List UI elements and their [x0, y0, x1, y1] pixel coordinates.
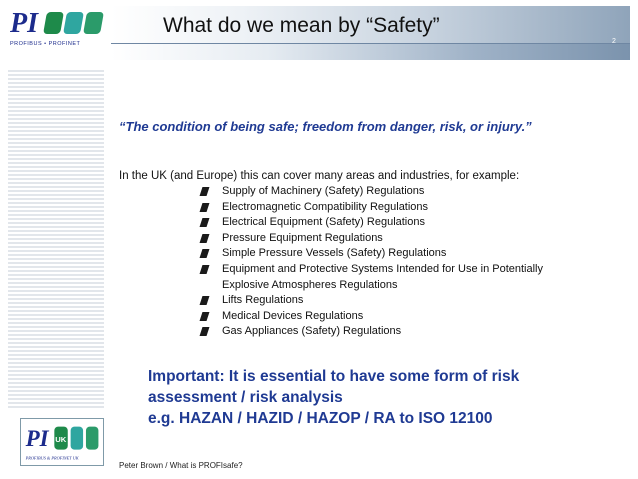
sidebar-stripe	[8, 170, 104, 172]
sidebar-stripe	[8, 286, 104, 288]
sidebar-stripe	[8, 254, 104, 256]
sidebar-stripe	[8, 122, 104, 124]
sidebar-stripe	[8, 314, 104, 316]
list-item: Lifts Regulations	[198, 293, 628, 309]
list-item-continuation: Explosive Atmospheres Regulations	[222, 278, 398, 291]
important-note	[148, 366, 618, 429]
sidebar-stripe	[8, 194, 104, 196]
pi-uk-logo-text: PI	[25, 425, 49, 451]
pi-uk-logo	[20, 418, 104, 466]
sidebar-stripe	[8, 162, 104, 164]
important-line-3: e.g. HAZAN / HAZID / HAZOP / RA to ISO 12100	[148, 410, 493, 427]
important-line-2: assessment / risk analysis	[148, 389, 343, 406]
sidebar-stripe	[8, 358, 104, 360]
list-item: Electrical Equipment (Safety) Regulations	[198, 215, 628, 231]
bullet-icon	[200, 203, 210, 212]
sidebar-stripe	[8, 366, 104, 368]
sidebar-stripe	[8, 402, 104, 404]
page-number: 2	[612, 38, 616, 45]
sidebar-stripe	[8, 310, 104, 312]
sidebar-stripe	[8, 266, 104, 268]
sidebar-stripe	[8, 94, 104, 96]
sidebar-stripe	[8, 334, 104, 336]
bullet-icon	[200, 265, 210, 274]
list-item: Gas Appliances (Safety) Regulations	[198, 324, 628, 340]
sidebar-stripe	[8, 350, 104, 352]
sidebar-stripe	[8, 102, 104, 104]
list-item: Pressure Equipment Regulations	[198, 231, 628, 247]
sidebar-stripe	[8, 346, 104, 348]
sidebar-stripe	[8, 258, 104, 260]
sidebar-stripe	[8, 306, 104, 308]
sidebar-stripe	[8, 234, 104, 236]
sidebar-stripe	[8, 218, 104, 220]
sidebar-stripe	[8, 202, 104, 204]
sidebar-stripe	[8, 298, 104, 300]
sidebar-stripe	[8, 386, 104, 388]
sidebar-stripe	[8, 150, 104, 152]
regulations-list	[198, 184, 628, 340]
sidebar-stripe	[8, 242, 104, 244]
sidebar-stripe	[8, 126, 104, 128]
list-item: Simple Pressure Vessels (Safety) Regulations	[198, 246, 628, 262]
footer-text: Peter Brown / What is PROFIsafe?	[119, 461, 243, 470]
important-line-1: Important: It is essential to have some form of risk	[148, 368, 520, 385]
sidebar-stripe	[8, 262, 104, 264]
pi-logo-tagline: PROFIBUS • PROFINET	[10, 41, 81, 47]
sidebar-stripe	[8, 174, 104, 176]
sidebar-stripe	[8, 146, 104, 148]
sidebar-stripe	[8, 178, 104, 180]
list-item: Medical Devices Regulations	[198, 309, 628, 325]
sidebar-stripe	[8, 154, 104, 156]
sidebar-stripe	[8, 74, 104, 76]
bullet-icon	[200, 296, 210, 305]
sidebar-stripe	[8, 270, 104, 272]
sidebar-stripe	[8, 282, 104, 284]
sidebar-stripe	[8, 406, 104, 408]
sidebar-stripe	[8, 338, 104, 340]
slide-title: What do we mean by “Safety”	[163, 14, 440, 37]
sidebar-stripe	[8, 238, 104, 240]
sidebar-stripe	[8, 90, 104, 92]
sidebar-stripe	[8, 106, 104, 108]
bullet-icon	[200, 249, 210, 258]
sidebar-stripe	[8, 114, 104, 116]
sidebar-stripe	[8, 390, 104, 392]
sidebar-stripe	[8, 326, 104, 328]
uk-badge: UK	[55, 435, 67, 444]
sidebar-stripe	[8, 318, 104, 320]
pi-logo-text: PI	[10, 8, 38, 39]
sidebar-stripe	[8, 246, 104, 248]
sidebar-stripe	[8, 206, 104, 208]
sidebar-stripe	[8, 166, 104, 168]
title-bar	[111, 6, 630, 46]
sidebar-stripe	[8, 330, 104, 332]
sidebar-stripe	[8, 322, 104, 324]
sidebar-stripe	[8, 342, 104, 344]
sidebar-stripe	[8, 190, 104, 192]
list-item: Equipment and Protective Systems Intended for Use in Potentially Explosive Atmospheres Regulations	[198, 262, 628, 293]
sidebar-stripe	[8, 214, 104, 216]
bullet-icon	[200, 234, 210, 243]
sidebar-stripe	[8, 186, 104, 188]
bullet-icon	[200, 187, 210, 196]
sidebar-stripe	[8, 302, 104, 304]
sidebar-stripe	[8, 274, 104, 276]
sidebar-stripe	[8, 222, 104, 224]
definition-quote: “The condition of being safe; freedom from danger, risk, or injury.”	[119, 119, 532, 134]
sidebar-stripe	[8, 226, 104, 228]
bullet-icon	[200, 327, 210, 336]
sidebar-stripe	[8, 182, 104, 184]
sidebar-stripe	[8, 290, 104, 292]
list-item: Electromagnetic Compatibility Regulations	[198, 200, 628, 216]
sidebar-decoration	[8, 70, 104, 410]
sidebar-stripe	[8, 398, 104, 400]
sidebar-stripe	[8, 394, 104, 396]
bullet-icon	[200, 312, 210, 321]
sidebar-stripe	[8, 230, 104, 232]
sidebar-stripe	[8, 362, 104, 364]
sidebar-stripe	[8, 142, 104, 144]
sidebar-stripe	[8, 110, 104, 112]
sidebar-stripe	[8, 250, 104, 252]
sidebar-stripe	[8, 354, 104, 356]
sidebar-stripe	[8, 70, 104, 72]
title-gradient-band	[111, 44, 630, 60]
sidebar-stripe	[8, 278, 104, 280]
sidebar-stripe	[8, 210, 104, 212]
sidebar-stripe	[8, 78, 104, 80]
pi-logo	[8, 6, 104, 48]
sidebar-stripe	[8, 98, 104, 100]
sidebar-stripe	[8, 370, 104, 372]
bullet-icon	[200, 218, 210, 227]
sidebar-stripe	[8, 378, 104, 380]
sidebar-stripe	[8, 198, 104, 200]
sidebar-stripe	[8, 374, 104, 376]
sidebar-stripe	[8, 158, 104, 160]
sidebar-stripe	[8, 86, 104, 88]
list-item: Supply of Machinery (Safety) Regulations	[198, 184, 628, 200]
sidebar-stripe	[8, 294, 104, 296]
sidebar-stripe	[8, 82, 104, 84]
sidebar-stripe	[8, 382, 104, 384]
pi-uk-caption: PROFIBUS & PROFINET UK	[25, 455, 79, 461]
sidebar-stripe	[8, 134, 104, 136]
sidebar-stripe	[8, 118, 104, 120]
sidebar-stripe	[8, 138, 104, 140]
intro-text: In the UK (and Europe) this can cover many areas and industries, for example:	[119, 170, 520, 182]
sidebar-stripe	[8, 130, 104, 132]
